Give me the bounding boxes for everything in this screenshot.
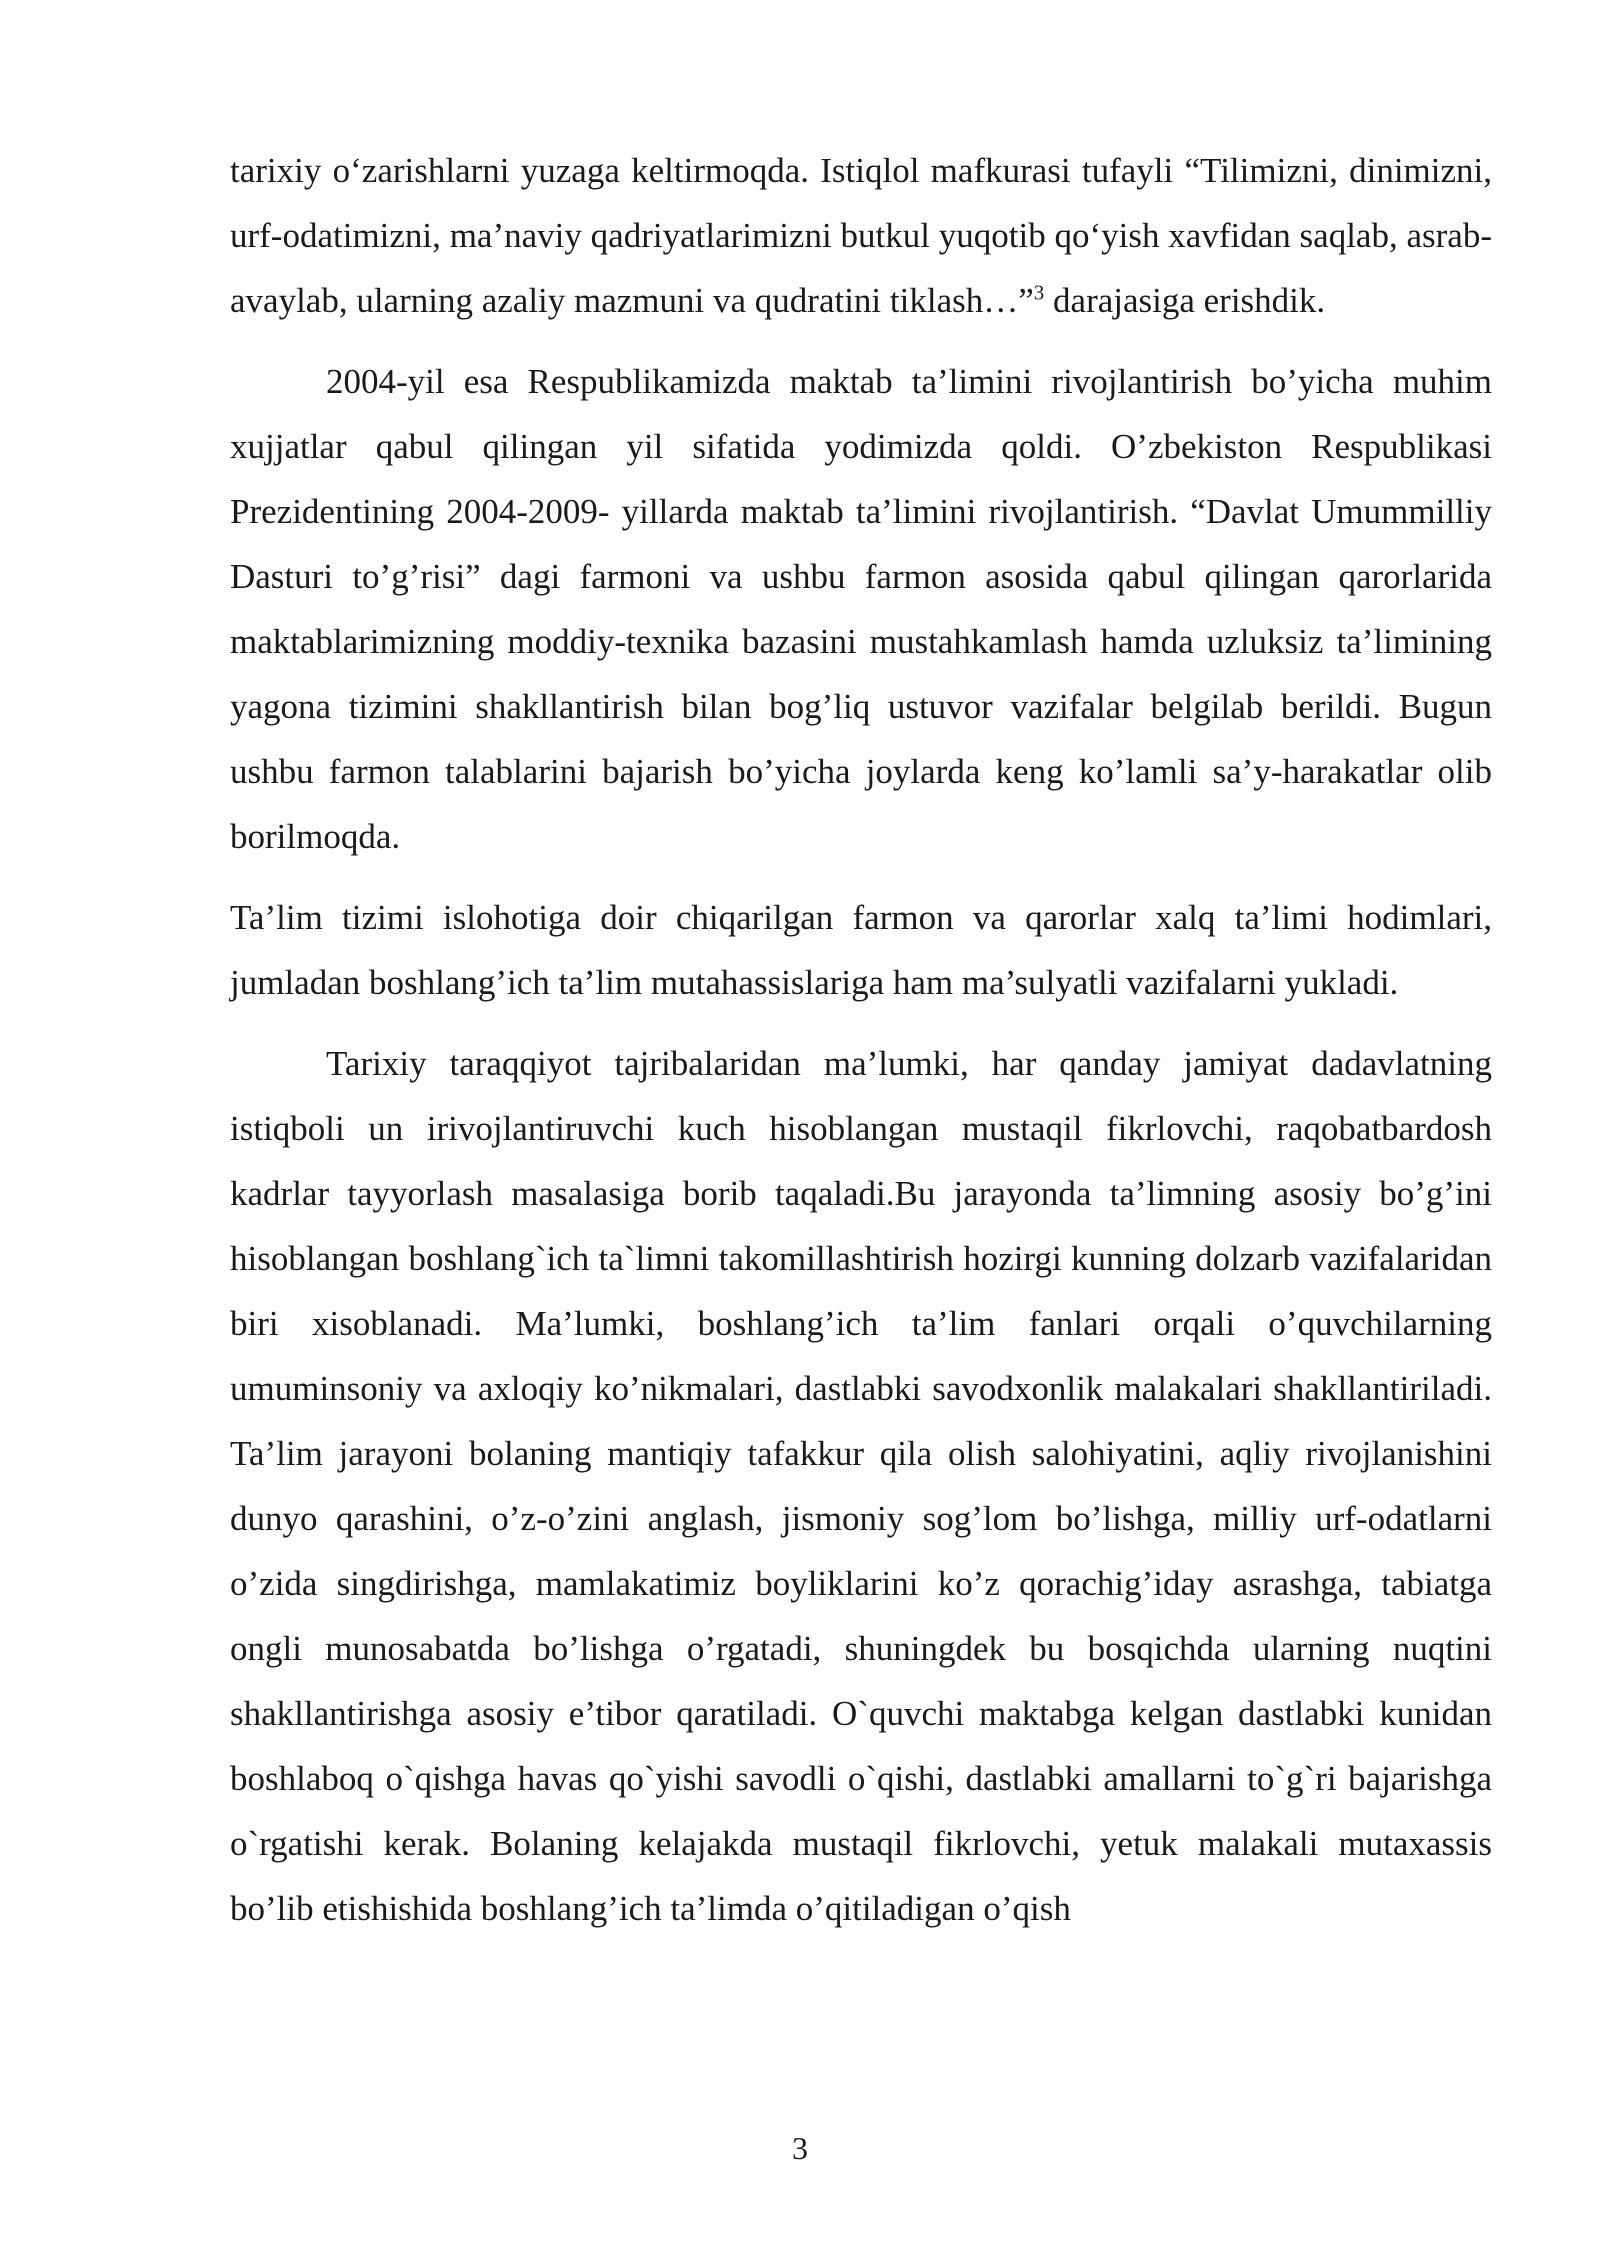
paragraph-1-text-before: tarixiy o‘zarishlarni yuzaga keltirmoqda. Istiqlol mafkurasi tufayli “Tilimizni, dinimizni, urf-odatimizni, ma’naviy qadriyatlarimizni butkul yuqotib qo‘yish xavfidan saqlab, asrab-avaylab, ularning azaliy mazmuni va qudratini tiklash…” — [230, 151, 1492, 320]
body-text — [230, 138, 1492, 1941]
footnote-reference[interactable]: 3 — [1033, 280, 1045, 305]
paragraph-2: 2004-yil esa Respublikamizda maktab ta’limini rivojlantirish bo’yicha muhim xujjatlar qabul qilingan yil sifatida yodimizda qoldi. O’zbekiston Respublikasi Prezidentining 2004-2009- yillarda maktab ta’limini rivojlantirish. “Davlat Umummilliy Dasturi to’g’risi” dagi farmoni va ushbu farmon asosida qabul qilingan qarorlarida maktablarimizning moddiy-texnika bazasini mustahkamlash hamda uzluksiz ta’limining yagona tizimini shakllantirish bilan bog’liq ustuvor vazifalar belgilab berildi. Bugun ushbu farmon talablarini bajarish bo’yicha joylarda keng ko’lamli sa’y-harakatlar olib borilmoqda. — [230, 362, 1492, 856]
paragraph-4: Tarixiy taraqqiyot tajribalaridan ma’lumki, har qanday jamiyat dadavlatning istiqboli un irivojlantiruvchi kuch hisoblangan mustaqil fikrlovchi, raqobatbardosh kadrlar tayyorlash masalasiga borib taqaladi.Bu jarayonda ta’limning asosiy bo’g’ini hisoblangan boshlang`ich ta`limni takomillashtirish hozirgi kunning dolzarb vazifalaridan biri xisoblanadi. Ma’lumki, boshlang’ich ta’lim fanlari orqali o’quvchilarning umuminsoniy va axloqiy ko’nikmalari, dastlabki savodxonlik malakalari shakllantiriladi. Ta’lim jarayoni bolaning mantiqiy tafakkur qila olish salohiyatini, aqliy rivojlanishini dunyo qarashini, o’z-o’zini anglash, jismoniy sog’lom bo’lishga, milliy urf-odatlarni o’zida singdirishga, mamlakatimiz boyliklarini ko’z qorachig’iday asrashga, tabiatga ongli munosabatda bo’lishga o’rgatadi, shuningdek bu bosqichda ularning nuqtini shakllantirishga asosiy e’tibor qaratiladi. O`quvchi maktabga kelgan dastlabki kunidan boshlaboq o`qishga havas qo`yishi savodli o`qishi, dastlabki amallarni to`g`ri bajarishga o`rgatishi kerak. Bolaning kelajakda mustaqil fikrlovchi, yetuk malakali mutaxassis bo’lib etishishida boshlang’ich ta’limda o’qitiladigan o’qish — [230, 1044, 1492, 1928]
paragraph-1-text-after: darajasiga erishdik. — [1044, 281, 1326, 320]
paragraph-3: Ta’lim tizimi islohotiga doir chiqarilgan farmon va qarorlar xalq ta’limi hodimlari, jumladan boshlang’ich ta’lim mutahassislariga ham ma’sulyatli vazifalarni yukladi. — [230, 898, 1492, 1002]
page-number: 3 — [792, 2130, 808, 2166]
paragraph-1 — [230, 138, 1492, 333]
